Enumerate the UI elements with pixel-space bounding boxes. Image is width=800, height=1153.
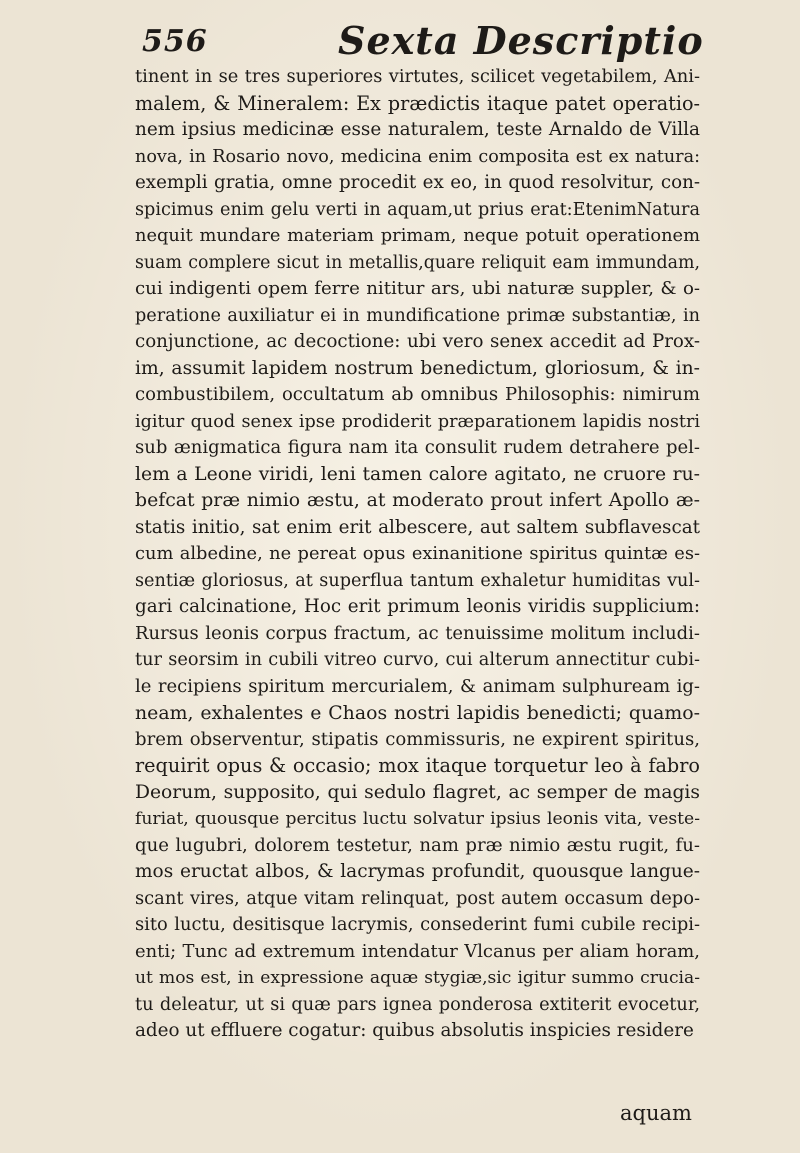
text-line: suam complere sicut in metallis,quare reliquit eam immundam, [135, 252, 700, 273]
text-line: tu deleatur, ut si quæ pars ignea ponderosa extiterit evocetur, [135, 994, 700, 1015]
text-line: nem ipsius medicinæ esse naturalem, teste Arnaldo de Villa [135, 119, 700, 140]
text-line: mos eructat albos, & lacrymas profundit, quousque langue- [135, 861, 700, 882]
text-line: sentiæ gloriosus, at superflua tantum exhaletur humiditas vul- [135, 570, 700, 591]
text-line: neam, exhalentes e Chaos nostri lapidis benedicti; quamo- [135, 702, 700, 724]
text-line: cum albedine, ne pereat opus exinanitione spiritus quintæ es- [135, 543, 700, 564]
text-line: malem, & Mineralem: Ex prædictis itaque patet operatio- [135, 91, 700, 115]
text-line: conjunctione, ac decoctione: ubi vero senex accedit ad Prox- [135, 331, 700, 352]
text-line: ut mos est, in expressione aquæ stygiæ,sic igitur summo crucia- [135, 968, 700, 988]
text-line: enti; Tunc ad extremum intendatur Vlcanus per aliam horam, [135, 940, 700, 962]
text-line: lem a Leone viridi, leni tamen calore agitato, ne cruore ru- [135, 463, 700, 485]
text-line: combustibilem, occultatum ab omnibus Philosophis: nimirum [135, 384, 700, 405]
text-line: exempli gratia, omne procedit ex eo, in quod resolvitur, con- [135, 172, 700, 193]
text-line: gari calcinatione, Hoc erit primum leonis viridis supplicium: [135, 596, 700, 617]
text-line: tinent in se tres superiores virtutes, scilicet vegetabilem, Ani- [135, 66, 700, 87]
text-line: igitur quod senex ipse prodiderit præparationem lapidis nostri [135, 411, 700, 432]
text-line: scant vires, atque vitam relinquat, post autem occasum depo- [135, 887, 700, 909]
text-line: furiat, quousque percitus luctu solvatur ipsius leonis vita, veste- [135, 809, 700, 829]
text-line: Deorum, supposito, qui sedulo flagret, ac semper de magis [135, 781, 700, 803]
text-line: nequit mundare materiam primam, neque potuit operationem [135, 225, 700, 246]
text-line: Rursus leonis corpus fractum, ac tenuissime molitum includi- [135, 622, 700, 644]
text-body [135, 64, 700, 1045]
text-line: cui indigenti opem ferre nititur ars, ubi naturæ suppler, & o- [135, 278, 700, 299]
text-line: sito luctu, desitisque lacrymis, consederint fumi cubile recipi- [135, 914, 700, 935]
text-line: brem observentur, stipatis commissuris, ne expirent spiritus, [135, 728, 700, 750]
page-number: 556 [142, 24, 208, 59]
catchword: aquam [620, 1101, 692, 1125]
text-line: nova, in Rosario novo, medicina enim composita est ex natura: [135, 146, 700, 167]
text-line: sub ænigmatica figura nam ita consulit rudem detrahere pel- [135, 437, 700, 458]
text-line: tur seorsim in cubili vitreo curvo, cui alterum annectitur cubi- [135, 650, 700, 670]
page-header [120, 18, 704, 66]
text-line: befcat præ nimio æstu, at moderato prout infert Apollo æ- [135, 490, 700, 511]
text-line: que lugubri, dolorem testetur, nam præ nimio æstu rugit, fu- [135, 834, 700, 856]
text-line: spicimus enim gelu verti in aquam,ut prius erat:EtenimNatura [135, 199, 700, 220]
text-line: adeo ut effluere cogatur: quibus absolutis inspicies residere [135, 1020, 694, 1041]
text-line: le recipiens spiritum mercurialem, & animam sulphuream ig- [135, 675, 700, 697]
text-line: statis initio, sat enim erit albescere, aut saltem subflavescat [135, 516, 700, 538]
text-line: im, assumit lapidem nostrum benedictum, gloriosum, & in- [135, 357, 700, 379]
text-line: peratione auxiliatur ei in mundificatione primæ substantiæ, in [135, 305, 700, 326]
text-line: requirit opus & occasio; mox itaque torquetur leo à fabro [135, 754, 700, 777]
running-head: Sexta Descriptio [338, 18, 704, 63]
